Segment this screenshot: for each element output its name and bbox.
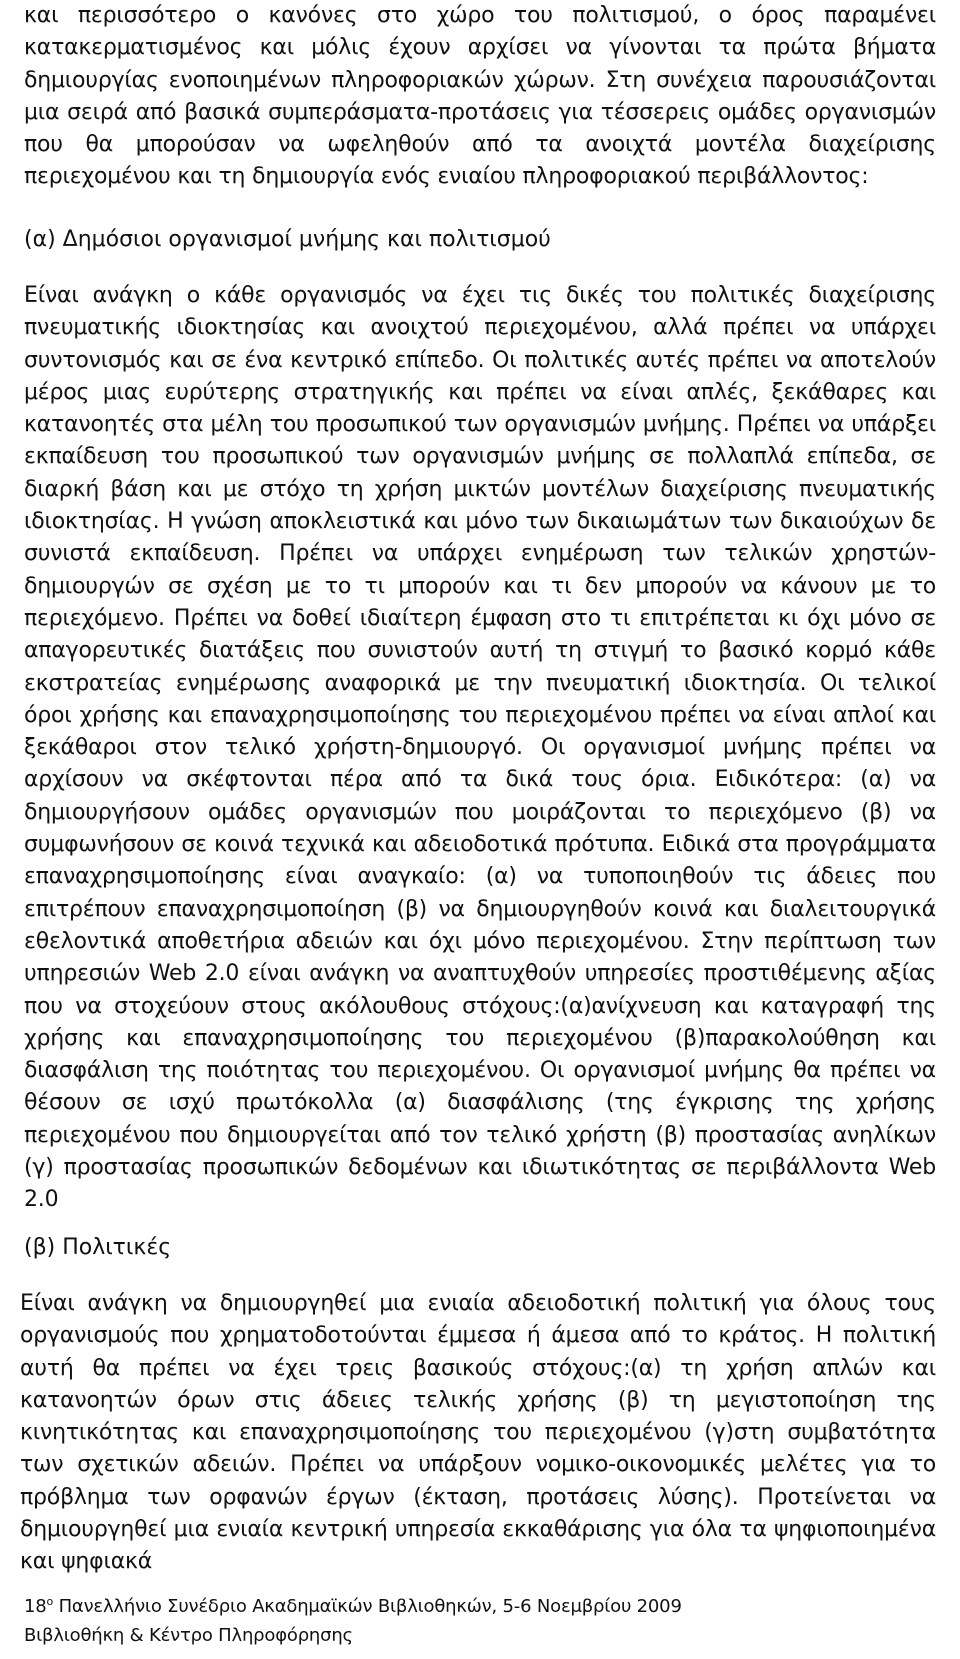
footer-conference: Πανελλήνιο Συνέδριο Ακαδημαϊκών Βιβλιοθηκών, 5-6 Νοεμβρίου 2009 <box>58 1596 682 1617</box>
document-page <box>20 0 936 1659</box>
section-b-heading: (β) Πολιτικές <box>24 1235 172 1260</box>
intro-paragraph: και περισσότερο ο κανόνες στο χώρο του πολιτισμού, ο όρος παραμένει κατακερματισμένος και μόλις έχουν αρχίσει να γίνονται τα πρώτα βήματα δημιουργίας ενοποιημένων πληροφοριακών χώρων. Στη συνέχεια παρουσιάζονται μια σειρά από βασικά συμπεράσματα-προτάσεις για τέσσερεις ομάδες οργανισμών που θα μπορούσαν να ωφεληθούν από τα ανοιχτά μοντέλα διαχείρισης περιεχομένου και τη δημιουργία ενός ενιαίου πληροφοριακού περιβάλλοντος: <box>24 3 936 190</box>
footer-number: 18 <box>24 1596 47 1617</box>
footer-conference-line <box>24 1592 936 1621</box>
section-b-paragraph: Είναι ανάγκη να δημιουργηθεί μια ενιαία αδειοδοτική πολιτική για όλους τους οργανισμούς που χρηματοδοτούνται έμμεσα ή άμεσα από το κράτος. Η πολιτική αυτή θα πρέπει να έχει τρεις βασικούς στόχους:(α) τη χρήση απλών και κατανοητών όρων στις άδειες τελικής χρήσης (β) τη μεγιστοποίηση της κινητικότητας και επαναχρησιμοποίησης του περιεχομένου (γ)στη συμβατότητα των σχετικών αδειών. Πρέπει να υπάρξουν νομικο-οικονομικές μελέτες για το πρόβλημα των ορφανών έργων (έκταση, προτάσεις λύσης). Προτείνεται να δημιουργηθεί μια ενιαία κεντρική υπηρεσία εκκαθάρισης για όλα τα ψηφιοποιημένα και ψηφιακά <box>20 1291 936 1575</box>
section-a-paragraph: Είναι ανάγκη ο κάθε οργανισμός να έχει τις δικές του πολιτικές διαχείρισης πνευματικής ιδιοκτησίας και ανοιχτού περιεχομένου, αλλά πρέπει να υπάρχει συντονισμός και σε ένα κεντρικό επίπεδο. Οι πολιτικές αυτές πρέπει να αποτελούν μέρος μιας ευρύτερης στρατηγικής και πρέπει να είναι απλές, ξεκάθαρες και κατανοητές στα μέλη του προσωπικού των οργανισμών μνήμης. Πρέπει να υπάρξει εκπαίδευση του προσωπικού των οργανισμών μνήμης σε πολλαπλά επίπεδα, σε διαρκή βάση και με στόχο τη χρήση μικτών μοντέλων διαχείρισης πνευματικής ιδιοκτησίας. Η γνώση αποκλειστικά και μόνο των δικαιωμάτων των δικαιούχων δε συνιστά εκπαίδευση. Πρέπει να υπάρχει ενημέρωση των τελικών χρηστών-δημιουργών σε σχέση με το τι μπορούν και τι δεν μπορούν να κάνουν με το περιεχόμενο. Πρέπει να δοθεί ιδιαίτερη έμφαση στο τι επιτρέπεται κι όχι μόνο σε απαγορευτικές διατάξεις που συνιστούν αυτή τη στιγμή το βασικό κορμό κάθε εκστρατείας ενημέρωσης αναφορικά με την πνευματική ιδιοκτησία. Οι τελικοί όροι χρήσης και επαναχρησιμοποίησης του περιεχομένου πρέπει να είναι απλοί και ξεκάθαροι στον τελικό χρήστη-δημιουργό. Οι οργανισμοί μνήμης πρέπει να αρχίσουν να σκέφτονται πέρα από τα δικά τους όρια. Ειδικότερα: (α) να δημιουργήσουν ομάδες οργανισμών που μοιράζονται το περιεχόμενο (β) να συμφωνήσουν σε κοινά τεχνικά και αδειοδοτικά πρότυπα. Ειδικά στα προγράμματα επαναχρησιμοποίησης είναι αναγκαίο: (α) να τυποποιηθούν τις άδειες που επιτρέπουν επαναχρησιμοποίηση (β) να δημιουργηθούν κοινά και διαλειτουργικά εθελοντικά αποθετήρια αδειών και όχι μόνο περιεχομένου. Στην περίπτωση των υπηρεσιών Web 2.0 είναι ανάγκη να αναπτυχθούν υπηρεσίες προστιθέμενης αξίας που να στοχεύουν στους ακόλουθους στόχους:(α)ανίχνευση και καταγραφή της χρήσης και επαναχρησιμοποίησης του περιεχομένου (β)παρακολούθηση και διασφάλιση της ποιότητας του περιεχομένου. Οι οργανισμοί μνήμης θα πρέπει να θέσουν σε ισχύ πρωτόκολλα (α) διασφάλισης (της έγκρισης της χρήσης περιεχομένου που δημιουργείται από τον τελικό χρήστη (β) προστασίας ανηλίκων (γ) προστασίας προσωπικών δεδομένων και ιδιωτικότητας σε περιβάλλοντα Web 2.0 <box>24 283 936 1213</box>
footer-superscript: ο <box>46 1595 54 1608</box>
footer-organization: Βιβλιοθήκη & Κέντρο Πληροφόρησης <box>24 1625 353 1646</box>
section-a-heading: (α) Δημόσιοι οργανισμοί μνήμης και πολιτισμού <box>24 227 551 252</box>
page-footer <box>24 1592 936 1650</box>
